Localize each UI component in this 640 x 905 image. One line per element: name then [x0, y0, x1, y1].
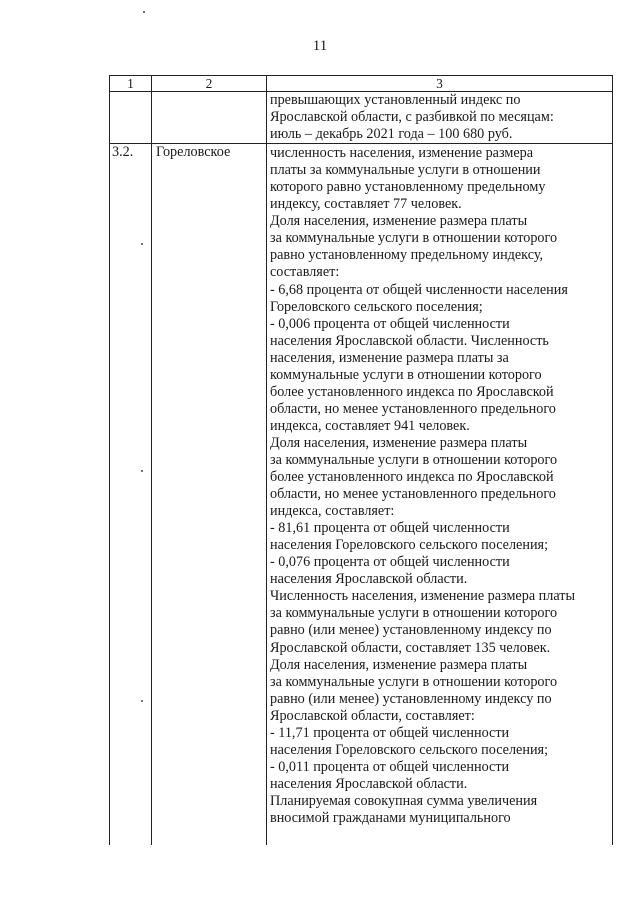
- text-line: Доля населения, изменение размера платы: [270, 656, 528, 673]
- text-line: населения Ярославской области.: [270, 571, 468, 588]
- column-header-2: 2: [152, 76, 267, 92]
- settlement-name: Гореловское: [156, 144, 231, 161]
- text-line: Гореловского сельского поселения;: [270, 298, 483, 315]
- text-line: индекса, составляет 941 человек.: [270, 417, 470, 434]
- row-number: 3.2.: [112, 144, 134, 161]
- text-line: - 11,71 процента от общей численности: [270, 724, 510, 741]
- text-line: - 0,006 процента от общей численности: [270, 315, 510, 332]
- text-line: Численность населения, изменение размера платы: [270, 588, 576, 605]
- text-line: населения Ярославской области.: [270, 775, 468, 792]
- text-line: населения Гореловского сельского поселения;: [270, 741, 549, 758]
- text-line: которого равно установленному предельному: [270, 179, 546, 196]
- continued-number-cell: [110, 92, 152, 144]
- text-line: равно (или менее) установленному индексу по: [270, 622, 552, 639]
- text-line: Планируемая совокупная сумма увеличения: [270, 792, 538, 809]
- text-line: платы за коммунальные услуги в отношении: [270, 162, 541, 179]
- text-line: равно установленному предельному индексу,: [270, 247, 544, 264]
- text-line: более установленного индекса по Ярославской: [270, 383, 554, 400]
- row-name-cell: [152, 144, 267, 846]
- text-line: населения, изменение размера платы за: [270, 349, 509, 366]
- text-line: июль – декабрь 2021 года – 100 680 руб.: [270, 126, 513, 143]
- text-line: составляет:: [270, 264, 340, 281]
- text-line: индекса, составляет:: [270, 503, 395, 520]
- text-line: Ярославской области, с разбивкой по месяцам:: [270, 109, 554, 126]
- text-line: - 6,68 процента от общей численности населения: [270, 281, 568, 298]
- text-line: за коммунальные услуги в отношении которого: [270, 673, 558, 690]
- text-line: вносимой гражданами муниципального: [270, 809, 511, 826]
- text-line: равно (или менее) установленному индексу по: [270, 690, 552, 707]
- text-line: за коммунальные услуги в отношении которого: [270, 605, 558, 622]
- text-line: населения Гореловского сельского поселения;: [270, 537, 549, 554]
- row-text-cell: [267, 144, 613, 846]
- text-line: Ярославской области, составляет:: [270, 707, 475, 724]
- text-line: превышающих установленный индекс по: [270, 92, 521, 108]
- text-line: Доля населения, изменение размера платы: [270, 434, 528, 451]
- continued-name-cell: [152, 92, 267, 144]
- text-line: - 81,61 процента от общей численности: [270, 520, 510, 537]
- text-line: за коммунальные услуги в отношении которого: [270, 451, 558, 468]
- page-number: 11: [312, 38, 328, 54]
- column-header-3: 3: [267, 76, 613, 92]
- text-line: Доля населения, изменение размера платы: [270, 213, 528, 230]
- text-line: области, но менее установленного предельного: [270, 486, 556, 503]
- text-line: Ярославской области, составляет 135 человек.: [270, 639, 551, 656]
- row-number-cell: [110, 144, 152, 846]
- text-line: населения Ярославской области. Численность: [270, 332, 549, 349]
- text-line: индексу, составляет 77 человек.: [270, 196, 462, 213]
- text-line: за коммунальные услуги в отношении которого: [270, 230, 558, 247]
- table-header-row: [110, 76, 613, 92]
- text-line: - 0,011 процента от общей численности: [270, 758, 510, 775]
- text-line: - 0,076 процента от общей численности: [270, 554, 510, 571]
- text-line: более установленного индекса по Ярославской: [270, 469, 554, 486]
- column-header-1: 1: [110, 76, 152, 92]
- table-row-continued: [110, 92, 613, 144]
- text-line: коммунальные услуги в отношении которого: [270, 366, 542, 383]
- table-row: [110, 144, 613, 846]
- continued-text-cell: [267, 92, 613, 144]
- document-table: [109, 75, 613, 845]
- text-line: области, но менее установленного предельного: [270, 400, 556, 417]
- text-line: численность населения, изменение размера: [270, 145, 534, 162]
